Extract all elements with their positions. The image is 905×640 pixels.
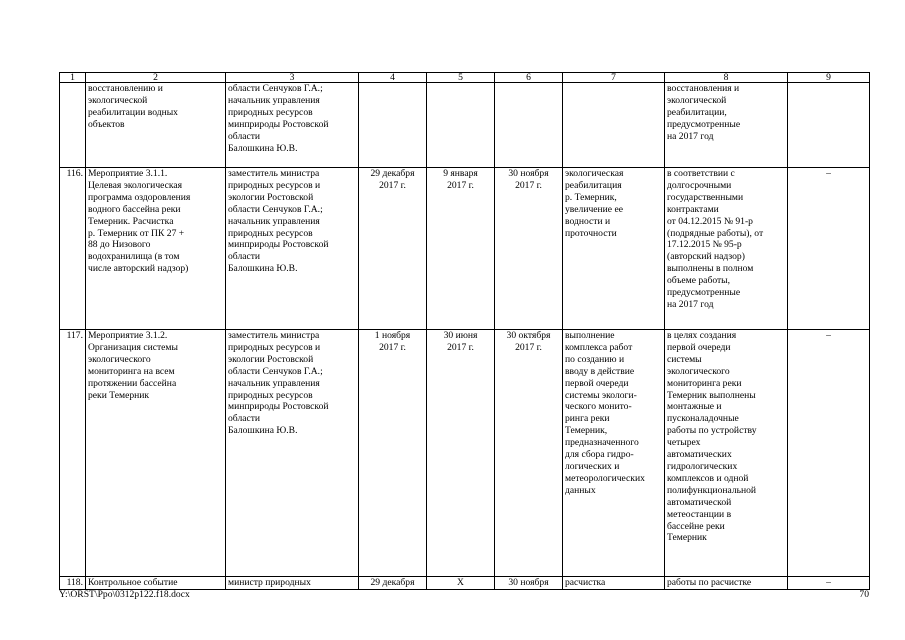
table-row <box>60 83 870 168</box>
responsible-cell: области Сенчуков Г.А.; начальник управления природных ресурсов минприроды Ростовской области Балошкина Ю.В. <box>226 83 359 168</box>
deadline-cell: 30 ноября 2017 г. <box>495 168 563 330</box>
status-cell: в целях создания первой очереди системы экологического мониторинга реки Темерник выполнены монтажные и пусконаладочные работы по устройству четырех автоматических гидрологических комплексов и одной полифункциональной автоматической метеостанции в бассейне реки Темерник <box>665 330 788 577</box>
start-date-cell: 29 декабря <box>359 577 427 590</box>
row-number: 117. <box>60 330 86 577</box>
note-cell: – <box>788 168 870 330</box>
row-number: 116. <box>60 168 86 330</box>
column-number: 4 <box>359 73 427 83</box>
result-cell: расчистка <box>563 577 665 590</box>
event-cell: Мероприятие 3.1.2. Организация системы экологического мониторинга на всем протяжении бассейна реки Темерник <box>86 330 226 577</box>
column-number: 5 <box>427 73 495 83</box>
event-cell: Мероприятие 3.1.1. Целевая экологическая программа оздоровления водного бассейна реки Темерник. Расчистка р. Темерник от ПК 27 + 88 до Низового водохранилища (в том числе авторский надзор) <box>86 168 226 330</box>
responsible-cell: министр природных <box>226 577 359 590</box>
deadline-cell <box>495 83 563 168</box>
end-date-cell: 30 июня 2017 г. <box>427 330 495 577</box>
event-cell: Контрольное событие <box>86 577 226 590</box>
status-cell: в соответствии с долгосрочными государственными контрактами от 04.12.2015 № 91-р (подрядные работы), от 17.12.2015 № 95-р (авторский надзор) выполнены в полном объеме работы, предусмотренные на 2017 год <box>665 168 788 330</box>
responsible-cell: заместитель министра природных ресурсов и экологии Ростовской области Сенчуков Г.А.; начальник управления природных ресурсов минприроды Ростовской области Балошкина Ю.В. <box>226 330 359 577</box>
column-number: 6 <box>495 73 563 83</box>
file-path: Y:\ORST\Ppo\0312p122.f18.docx <box>59 589 190 600</box>
start-date-cell: 29 декабря 2017 г. <box>359 168 427 330</box>
result-cell: экологическая реабилитация р. Темерник, увеличение ее водности и проточности <box>563 168 665 330</box>
responsible-cell: заместитель министра природных ресурсов и экологии Ростовской области Сенчуков Г.А.; начальник управления природных ресурсов минприроды Ростовской области Балошкина Ю.В. <box>226 168 359 330</box>
column-number-row <box>60 73 870 83</box>
end-date-cell: 9 января 2017 г. <box>427 168 495 330</box>
note-cell: – <box>788 577 870 590</box>
note-cell <box>788 83 870 168</box>
end-date-cell <box>427 83 495 168</box>
column-number: 7 <box>563 73 665 83</box>
column-number: 2 <box>86 73 226 83</box>
page-number: 70 <box>859 589 869 600</box>
note-cell: – <box>788 330 870 577</box>
start-date-cell <box>359 83 427 168</box>
status-cell: работы по расчистке <box>665 577 788 590</box>
table-row <box>60 330 870 577</box>
deadline-cell: 30 октября 2017 г. <box>495 330 563 577</box>
start-date-cell: 1 ноября 2017 г. <box>359 330 427 577</box>
column-number: 3 <box>226 73 359 83</box>
table-row <box>60 168 870 330</box>
column-number: 8 <box>665 73 788 83</box>
row-number: 118. <box>60 577 86 590</box>
result-cell <box>563 83 665 168</box>
document-page <box>59 72 869 590</box>
status-cell: восстановления и экологической реабилитации, предусмотренные на 2017 год <box>665 83 788 168</box>
end-date-cell: Х <box>427 577 495 590</box>
result-cell: выполнение комплекса работ по созданию и вводу в действие первой очереди системы экологи- ческого монито- ринга реки Темерник, предназначенного для сбора гидро- логических и метеорологических данных <box>563 330 665 577</box>
column-number: 9 <box>788 73 870 83</box>
plan-table <box>59 72 870 590</box>
table-row <box>60 577 870 590</box>
column-number: 1 <box>60 73 86 83</box>
deadline-cell: 30 ноября <box>495 577 563 590</box>
row-number <box>60 83 86 168</box>
event-cell: восстановлению и экологической реабилитации водных объектов <box>86 83 226 168</box>
